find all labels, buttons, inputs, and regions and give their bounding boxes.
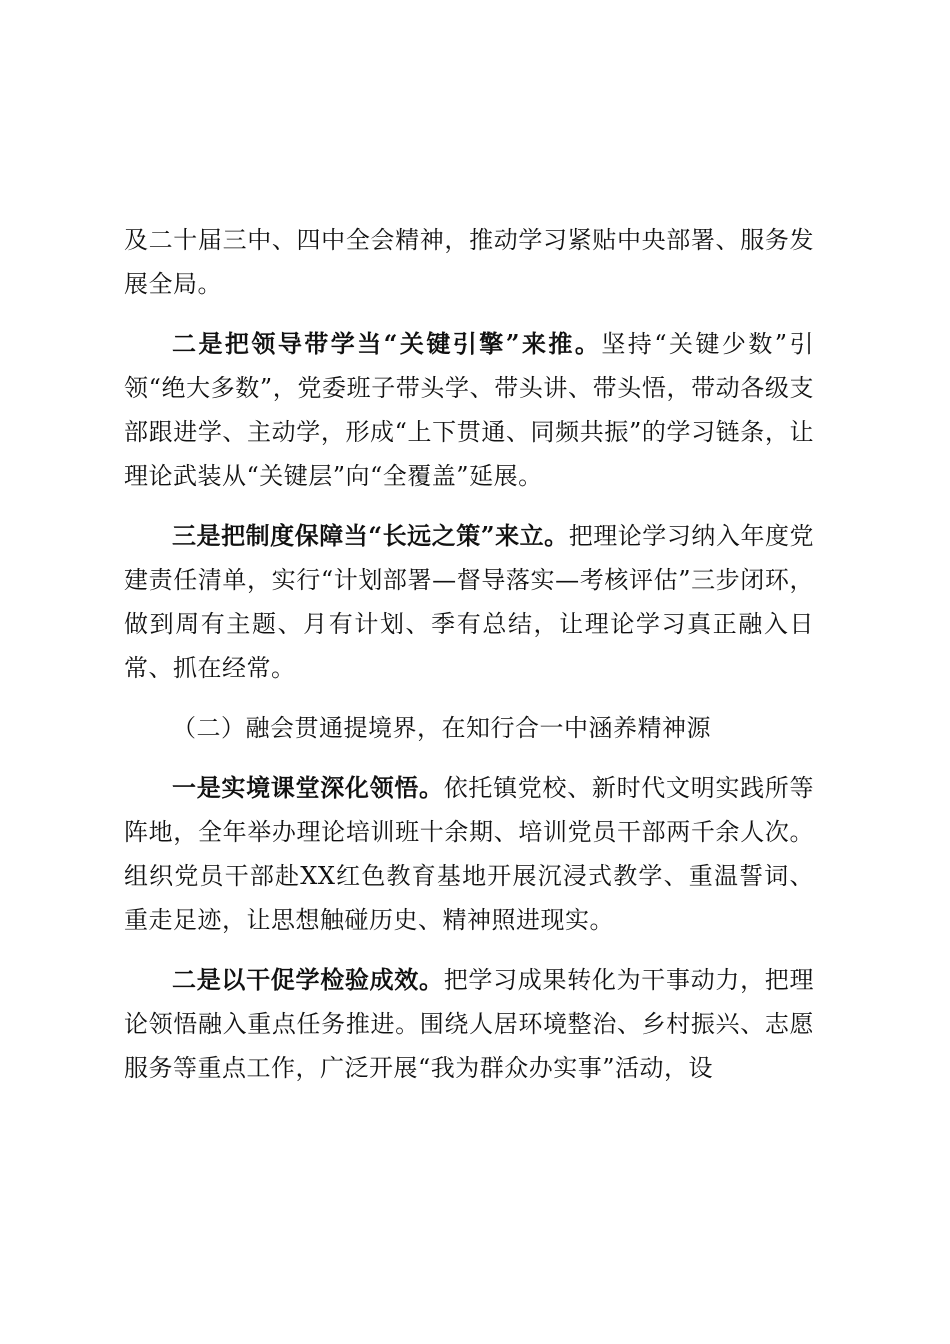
paragraph-lead: 一是实境课堂深化领悟。 — [172, 773, 444, 802]
paragraph-text: 坚持“关键少数”引领“绝大多数”，党委班子带头学、带头讲、带头悟，带动各级支部跟进学、主动学，形成“上下贯通、同频共振”的学习链条，让理论武装从“关键层”向“全覆盖”延展。 — [124, 330, 814, 490]
paragraph-field-classroom — [124, 766, 814, 942]
section-heading-text: （二）融会贯通提境界，在知行合一中涵养精神源 — [172, 714, 711, 742]
paragraph-system-guarantee — [124, 514, 814, 690]
document-body — [124, 218, 814, 1090]
paragraph-text: 依托镇党校、新时代文明实践所等阵地，全年举办理论培训班十余期、培训党员干部两千余人次。组织党员干部赴XX红色教育基地开展沉浸式教学、重温誓词、重走足迹，让思想触碰历史、精神照进现实。 — [124, 774, 815, 934]
paragraph-text: 把理论学习纳入年度党建责任清单，实行“计划部署—督导落实—考核评估”三步闭环，做到周有主题、月有计划、季有总结，让理论学习真正融入日常、抓在经常。 — [124, 522, 815, 682]
section-heading — [124, 706, 814, 750]
paragraph-lead: 三是把制度保障当“长远之策”来立。 — [172, 521, 569, 550]
paragraph-text: 把学习成果转化为干事动力，把理论领悟融入重点任务推进。围绕人居环境整治、乡村振兴、志愿服务等重点工作，广泛开展“我为群众办实事”活动，设 — [124, 966, 815, 1082]
paragraph-leadership-study — [124, 322, 814, 498]
paragraph-text: 及二十届三中、四中全会精神，推动学习紧贴中央部署、服务发展全局。 — [124, 226, 814, 298]
paragraph-lead: 二是把领导带学当“关键引擎”来推。 — [172, 329, 602, 358]
paragraph-lead: 二是以干促学检验成效。 — [172, 965, 444, 994]
paragraph-practice-learning — [124, 958, 814, 1090]
paragraph-continuation — [124, 218, 814, 306]
